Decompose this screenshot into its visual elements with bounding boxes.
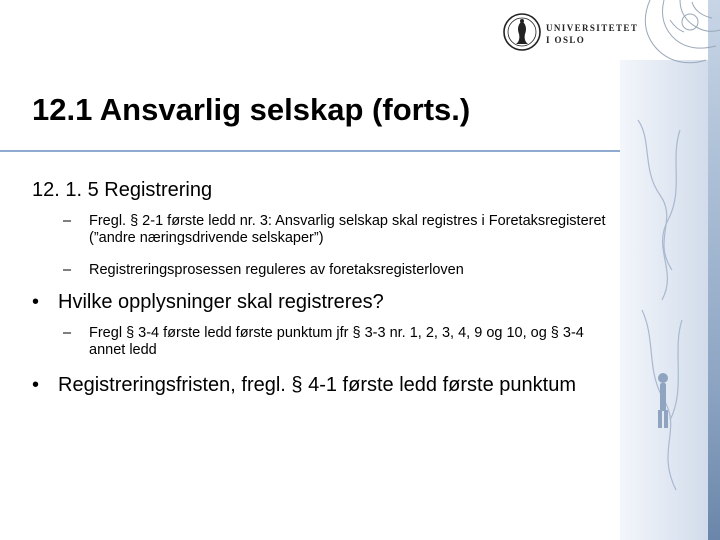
university-logo: [502, 10, 642, 58]
sub-item-text: Fregl. § 2-1 første ledd nr. 3: Ansvarlig selskap skal registres i Foretaksregisteret (”andre næringsdrivende selskaper”): [89, 213, 606, 246]
sub-item-text: Fregl § 3-4 første ledd første punktum jfr § 3-3 nr. 1, 2, 3, 4, 9 og 10, og § 3-4 annet ledd: [89, 325, 584, 358]
sub-item-marker: –: [63, 213, 72, 229]
sub-item-marker: –: [63, 325, 72, 341]
statue-head-illustration-icon: [630, 0, 720, 80]
slide-title: 12.1 Ansvarlig selskap (forts.): [32, 92, 471, 127]
bullet-text: Hvilke opplysninger skal registreres?: [58, 291, 384, 313]
section-heading: 12. 1. 5 Registrering: [32, 179, 213, 201]
sub-item-marker: –: [63, 262, 72, 278]
bullet-marker: •: [32, 374, 40, 396]
decorative-side-strip: [620, 60, 720, 540]
university-city: I OSLO: [546, 35, 586, 45]
decorative-edge-band: [708, 0, 720, 540]
university-seal-icon: [502, 12, 542, 52]
statue-illustration-icon: [632, 100, 692, 520]
sub-item-text: Registreringsprosessen reguleres av foretaksregisterloven: [89, 262, 464, 278]
bullet-text: Registreringsfristen, fregl. § 4-1 første ledd første punktum: [58, 374, 576, 396]
title-divider: [0, 150, 620, 152]
university-name: UNIVERSITETET: [546, 23, 639, 33]
bullet-marker: •: [32, 291, 40, 313]
